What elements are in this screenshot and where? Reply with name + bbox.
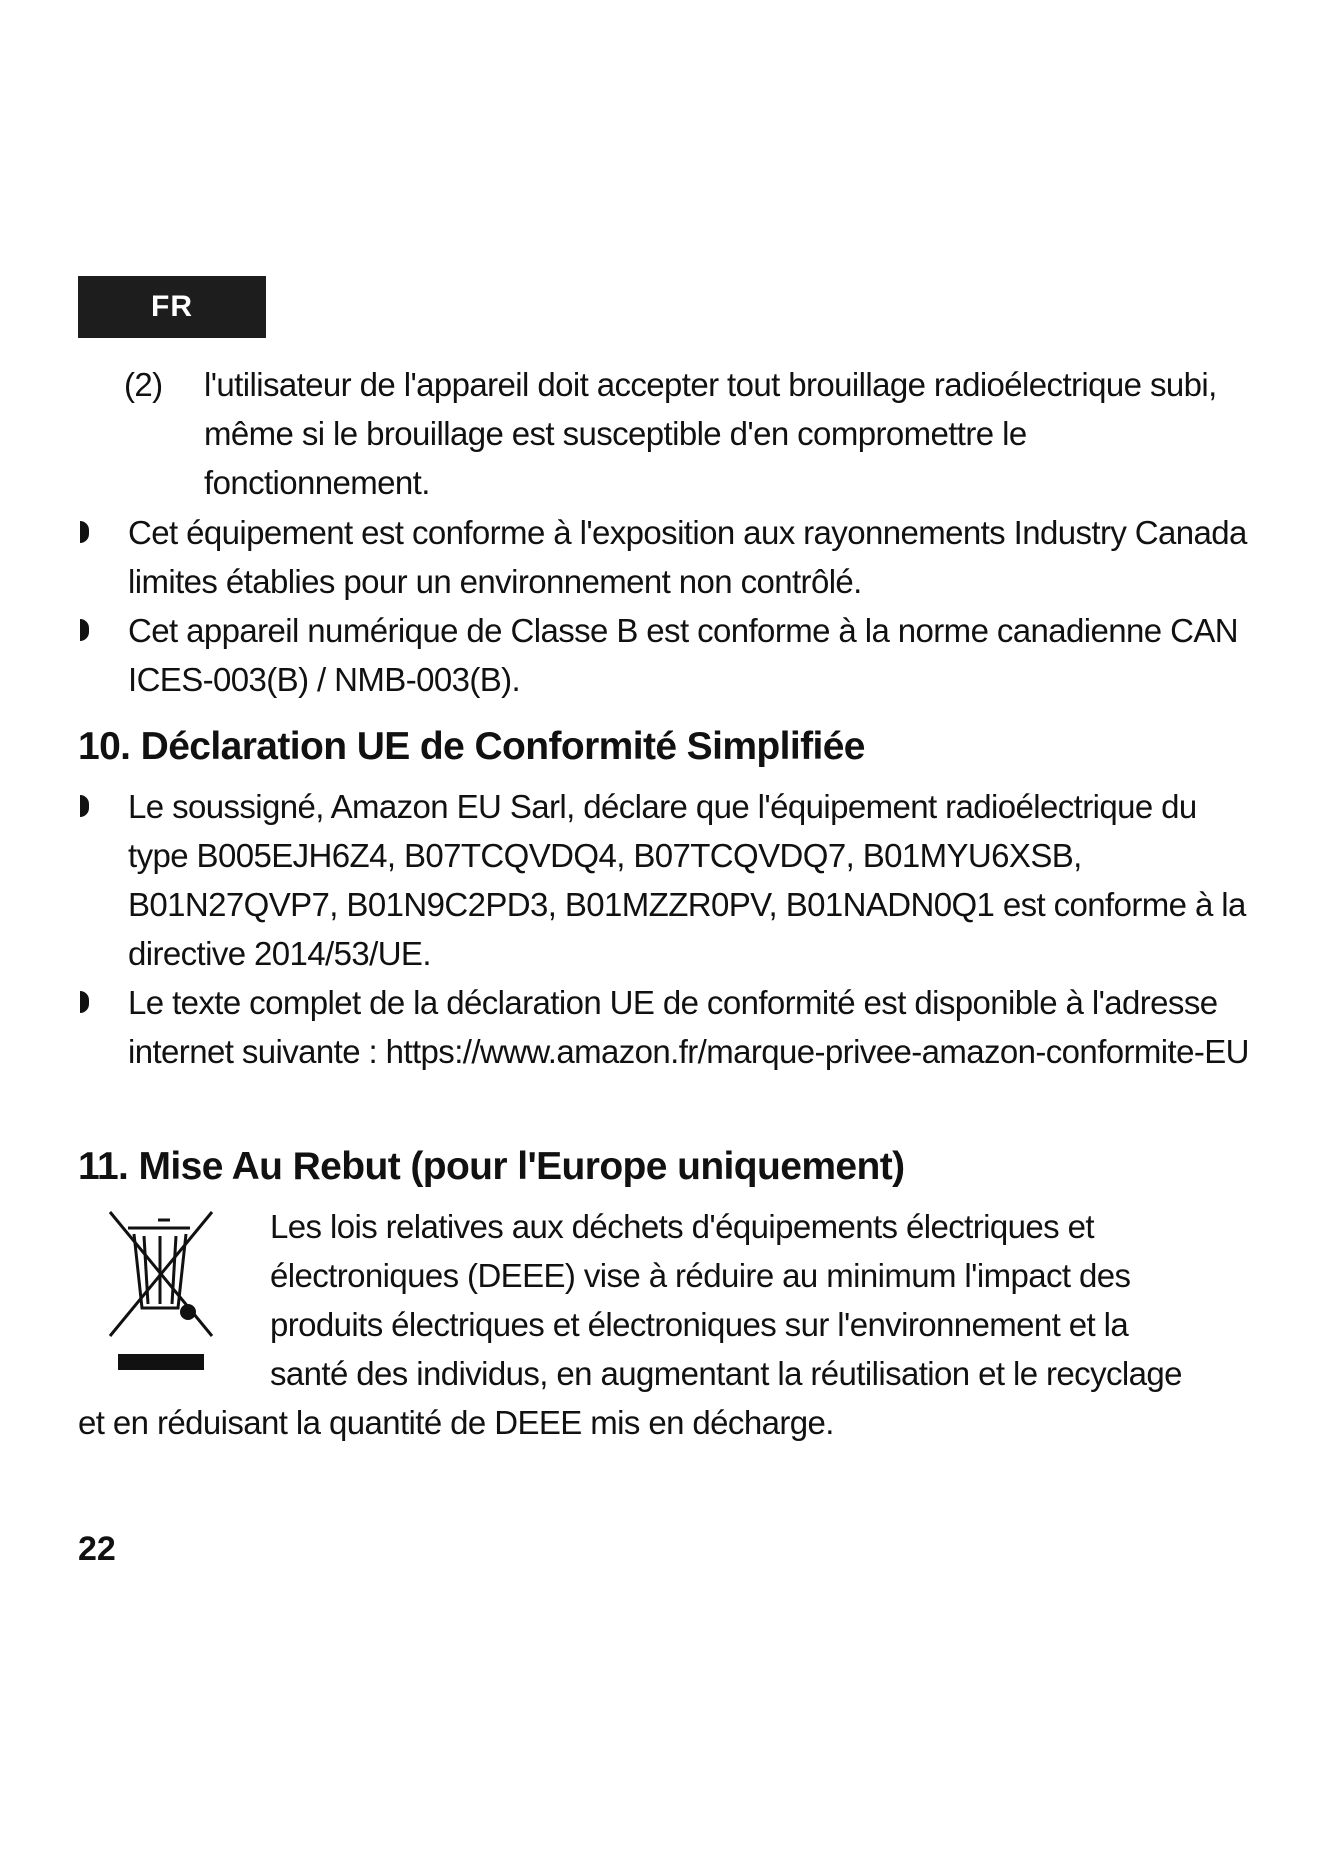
page-number: 22 [78, 1530, 116, 1568]
disposal-paragraph [78, 1202, 1258, 1447]
bullet-icon [78, 606, 128, 704]
disposal-line: produits électriques et électroniques sur l'environnement et la [270, 1306, 1129, 1343]
bullet-item-rf-exposure [78, 508, 1258, 606]
bullet-text: Le soussigné, Amazon EU Sarl, déclare que l'équipement radioélectrique du type B005EJH6Z4, B07TCQVDQ4, B07TCQVDQ7, B01MYU6XSB, B01N27QVP7, B01N9C2PD3, B01MZZR0PV, B01NADN0Q1 est conforme à la directive 2014/53/UE. [128, 788, 1246, 972]
bullet-item-declaration [78, 782, 1258, 978]
bullet-icon [78, 782, 128, 978]
bullet-text: Cet appareil numérique de Classe B est conforme à la norme canadienne CAN ICES-003(B) / NMB-003(B). [128, 612, 1238, 698]
numbered-item-2 [124, 360, 1244, 507]
bullet-text: Cet équipement est conforme à l'exposition aux rayonnements Industry Canada limites établies pour un environnement non contrôlé. [128, 514, 1247, 600]
bullet-item-full-text [78, 978, 1258, 1076]
disposal-line: santé des individus, en augmentant la réutilisation et le recyclage [270, 1355, 1182, 1392]
bullet-icon [78, 978, 128, 1076]
section-11-heading: 11. Mise Au Rebut (pour l'Europe uniquement) [78, 1145, 905, 1188]
disposal-line: Les lois relatives aux déchets d'équipements électriques et [270, 1208, 1094, 1245]
bullet-icon [78, 508, 128, 606]
bullet-item-class-b [78, 606, 1258, 704]
language-tab-label: FR [151, 290, 193, 323]
item-number: (2) [124, 366, 163, 403]
language-tab [78, 276, 266, 338]
section-10-heading: 10. Déclaration UE de Conformité Simplifiée [78, 725, 865, 768]
item-text: l'utilisateur de l'appareil doit accepter tout brouillage radioélectrique subi, même si le brouillage est susceptible d'en compromettre le fonctionnement. [204, 366, 1217, 501]
bullet-text: Le texte complet de la déclaration UE de conformité est disponible à l'adresse internet suivante : https://www.amazon.fr/marque-privee-amazon-conformite-EU [128, 984, 1249, 1070]
disposal-line: et en réduisant la quantité de DEEE mis en décharge. [78, 1404, 834, 1441]
disposal-line: électroniques (DEEE) vise à réduire au minimum l'impact des [270, 1257, 1131, 1294]
